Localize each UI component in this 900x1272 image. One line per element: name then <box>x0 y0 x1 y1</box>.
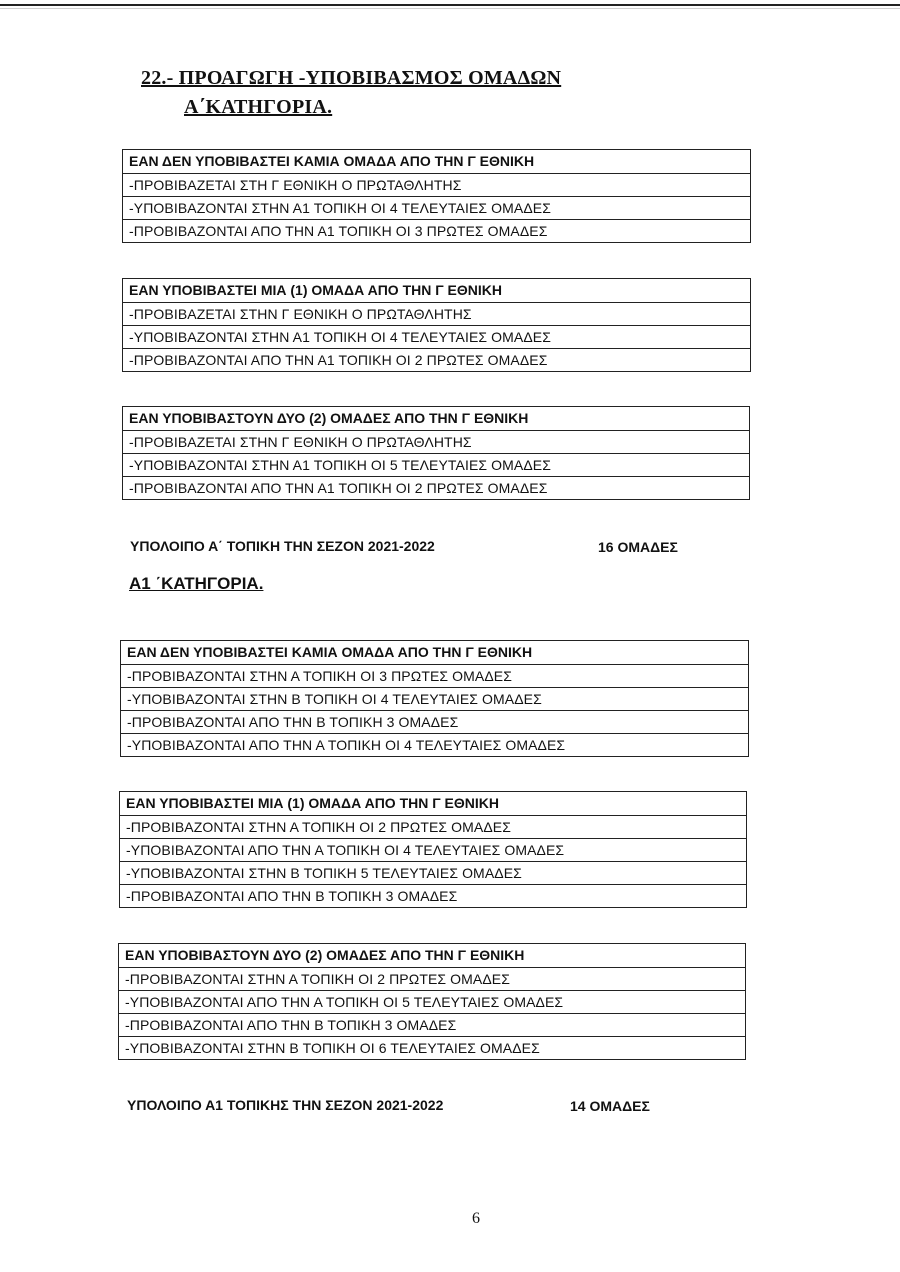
rule-table <box>118 943 746 1060</box>
rule-table-row: -ΥΠΟΒΙΒΑΖΟΝΤΑΙ ΣΤΗΝ Β ΤΟΠΙΚΗ ΟΙ 6 ΤΕΛΕΥΤΑΙΕΣ ΟΜΑΔΕΣ <box>119 1036 745 1059</box>
rule-table-row: -ΠΡΟΒΙΒΑΖΟΝΤΑΙ ΑΠΟ ΤΗΝ Α1 ΤΟΠΙΚΗ ΟΙ 2 ΠΡΩΤΕΣ ΟΜΑΔΕΣ <box>123 476 749 499</box>
rule-table-row: -ΠΡΟΒΙΒΑΖΕΤΑΙ ΣΤΗΝ Γ ΕΘΝΙΚΗ Ο ΠΡΩΤΑΘΛΗΤΗΣ <box>123 430 749 453</box>
section-b-summary-label: ΥΠΟΛΟΙΠΟ Α1 ΤΟΠΙΚΗΣ ΤΗΝ ΣΕΖΟΝ 2021-2022 <box>127 1097 444 1113</box>
rule-table-header: ΕΑΝ ΥΠΟΒΙΒΑΣΤΕΙ ΜΙΑ (1) ΟΜΑΔΑ ΑΠΟ ΤΗΝ Γ ΕΘΝΙΚΗ <box>126 795 499 811</box>
rule-table-header: ΕΑΝ ΔΕΝ ΥΠΟΒΙΒΑΣΤΕΙ ΚΑΜΙΑ ΟΜΑΔΑ ΑΠΟ ΤΗΝ Γ ΕΘΝΙΚΗ <box>129 153 535 169</box>
rule-table-row: -ΥΠΟΒΙΒΑΖΟΝΤΑΙ ΑΠΟ ΤΗΝ Α ΤΟΠΙΚΗ ΟΙ 4 ΤΕΛΕΥΤΑΙΕΣ ΟΜΑΔΕΣ <box>120 838 746 861</box>
rule-table <box>119 791 747 908</box>
section-b-title: Α1 ΄ΚΑΤΗΓΟΡΙΑ. <box>129 574 264 593</box>
rule-table-row: -ΥΠΟΒΙΒΑΖΟΝΤΑΙ ΑΠΟ ΤΗΝ Α ΤΟΠΙΚΗ ΟΙ 5 ΤΕΛΕΥΤΑΙΕΣ ΟΜΑΔΕΣ <box>119 990 745 1013</box>
rule-table-row: -ΠΡΟΒΙΒΑΖΟΝΤΑΙ ΣΤΗΝ Α ΤΟΠΙΚΗ ΟΙ 2 ΠΡΩΤΕΣ ΟΜΑΔΕΣ <box>119 967 745 990</box>
rule-table-row: -ΥΠΟΒΙΒΑΖΟΝΤΑΙ ΣΤΗΝ Β ΤΟΠΙΚΗ 5 ΤΕΛΕΥΤΑΙΕΣ ΟΜΑΔΕΣ <box>120 861 746 884</box>
rule-table-row: -ΠΡΟΒΙΒΑΖΟΝΤΑΙ ΑΠΟ ΤΗΝ Β ΤΟΠΙΚΗ 3 ΟΜΑΔΕΣ <box>121 710 748 733</box>
rule-table-header: ΕΑΝ ΥΠΟΒΙΒΑΣΤΕΙ ΜΙΑ (1) ΟΜΑΔΑ ΑΠΟ ΤΗΝ Γ ΕΘΝΙΚΗ <box>129 282 502 298</box>
section-a-summary-label: ΥΠΟΛΟΙΠΟ Α΄ ΤΟΠΙΚΗ ΤΗΝ ΣΕΖΟΝ 2021-2022 <box>130 538 435 554</box>
rule-table-row: -ΥΠΟΒΙΒΑΖΟΝΤΑΙ ΣΤΗΝ Α1 ΤΟΠΙΚΗ ΟΙ 5 ΤΕΛΕΥΤΑΙΕΣ ΟΜΑΔΕΣ <box>123 453 749 476</box>
rule-table-row: -ΠΡΟΒΙΒΑΖΟΝΤΑΙ ΑΠΟ ΤΗΝ Β ΤΟΠΙΚΗ 3 ΟΜΑΔΕΣ <box>120 884 746 907</box>
rule-table-row: -ΠΡΟΒΙΒΑΖΟΝΤΑΙ ΣΤΗΝ Α ΤΟΠΙΚΗ ΟΙ 3 ΠΡΩΤΕΣ ΟΜΑΔΕΣ <box>121 664 748 687</box>
section-b-summary-count: 14 ΟΜΑΔΕΣ <box>570 1098 650 1114</box>
rule-table <box>122 278 751 372</box>
rule-table-row: -ΠΡΟΒΙΒΑΖΕΤΑΙ ΣΤΗ Γ ΕΘΝΙΚΗ Ο ΠΡΩΤΑΘΛΗΤΗΣ <box>123 173 750 196</box>
rule-table <box>122 406 750 500</box>
rule-table <box>120 640 749 757</box>
rule-table-header: ΕΑΝ ΔΕΝ ΥΠΟΒΙΒΑΣΤΕΙ ΚΑΜΙΑ ΟΜΑΔΑ ΑΠΟ ΤΗΝ Γ ΕΘΝΙΚΗ <box>127 644 533 660</box>
rule-table-row: -ΥΠΟΒΙΒΑΖΟΝΤΑΙ ΣΤΗΝ Β ΤΟΠΙΚΗ ΟΙ 4 ΤΕΛΕΥΤΑΙΕΣ ΟΜΑΔΕΣ <box>121 687 748 710</box>
rule-table-row: -ΥΠΟΒΙΒΑΖΟΝΤΑΙ ΑΠΟ ΤΗΝ Α ΤΟΠΙΚΗ ΟΙ 4 ΤΕΛΕΥΤΑΙΕΣ ΟΜΑΔΕΣ <box>121 733 748 756</box>
rule-table-row: -ΥΠΟΒΙΒΑΖΟΝΤΑΙ ΣΤΗΝ Α1 ΤΟΠΙΚΗ ΟΙ 4 ΤΕΛΕΥΤΑΙΕΣ ΟΜΑΔΕΣ <box>123 196 750 219</box>
top-border-line-faint <box>0 8 900 9</box>
section-a-title: Α΄ΚΑΤΗΓΟΡΙΑ. <box>184 96 333 118</box>
rule-table-header: ΕΑΝ ΥΠΟΒΙΒΑΣΤΟΥΝ ΔΥΟ (2) ΟΜΑΔΕΣ ΑΠΟ ΤΗΝ Γ ΕΘΝΙΚΗ <box>125 947 525 963</box>
rule-table-row: -ΠΡΟΒΙΒΑΖΟΝΤΑΙ ΑΠΟ ΤΗΝ Β ΤΟΠΙΚΗ 3 ΟΜΑΔΕΣ <box>119 1013 745 1036</box>
rule-table <box>122 149 751 243</box>
rule-table-header: ΕΑΝ ΥΠΟΒΙΒΑΣΤΟΥΝ ΔΥΟ (2) ΟΜΑΔΕΣ ΑΠΟ ΤΗΝ Γ ΕΘΝΙΚΗ <box>129 410 529 426</box>
page-number: 6 <box>472 1210 480 1227</box>
rule-table-row: -ΠΡΟΒΙΒΑΖΟΝΤΑΙ ΣΤΗΝ Α ΤΟΠΙΚΗ ΟΙ 2 ΠΡΩΤΕΣ ΟΜΑΔΕΣ <box>120 815 746 838</box>
section-a-summary-count: 16 ΟΜΑΔΕΣ <box>598 539 678 555</box>
rule-table-row: -ΠΡΟΒΙΒΑΖΟΝΤΑΙ ΑΠΟ ΤΗΝ Α1 ΤΟΠΙΚΗ ΟΙ 3 ΠΡΩΤΕΣ ΟΜΑΔΕΣ <box>123 219 750 242</box>
top-border-line <box>0 4 900 6</box>
rule-table-row: -ΠΡΟΒΙΒΑΖΟΝΤΑΙ ΑΠΟ ΤΗΝ Α1 ΤΟΠΙΚΗ ΟΙ 2 ΠΡΩΤΕΣ ΟΜΑΔΕΣ <box>123 348 750 371</box>
rule-table-row: -ΠΡΟΒΙΒΑΖΕΤΑΙ ΣΤΗΝ Γ ΕΘΝΙΚΗ Ο ΠΡΩΤΑΘΛΗΤΗΣ <box>123 302 750 325</box>
document-title: 22.- ΠΡΟΑΓΩΓΗ -ΥΠΟΒΙΒΑΣΜΟΣ ΟΜΑΔΩΝ <box>141 67 562 89</box>
rule-table-row: -ΥΠΟΒΙΒΑΖΟΝΤΑΙ ΣΤΗΝ Α1 ΤΟΠΙΚΗ ΟΙ 4 ΤΕΛΕΥΤΑΙΕΣ ΟΜΑΔΕΣ <box>123 325 750 348</box>
